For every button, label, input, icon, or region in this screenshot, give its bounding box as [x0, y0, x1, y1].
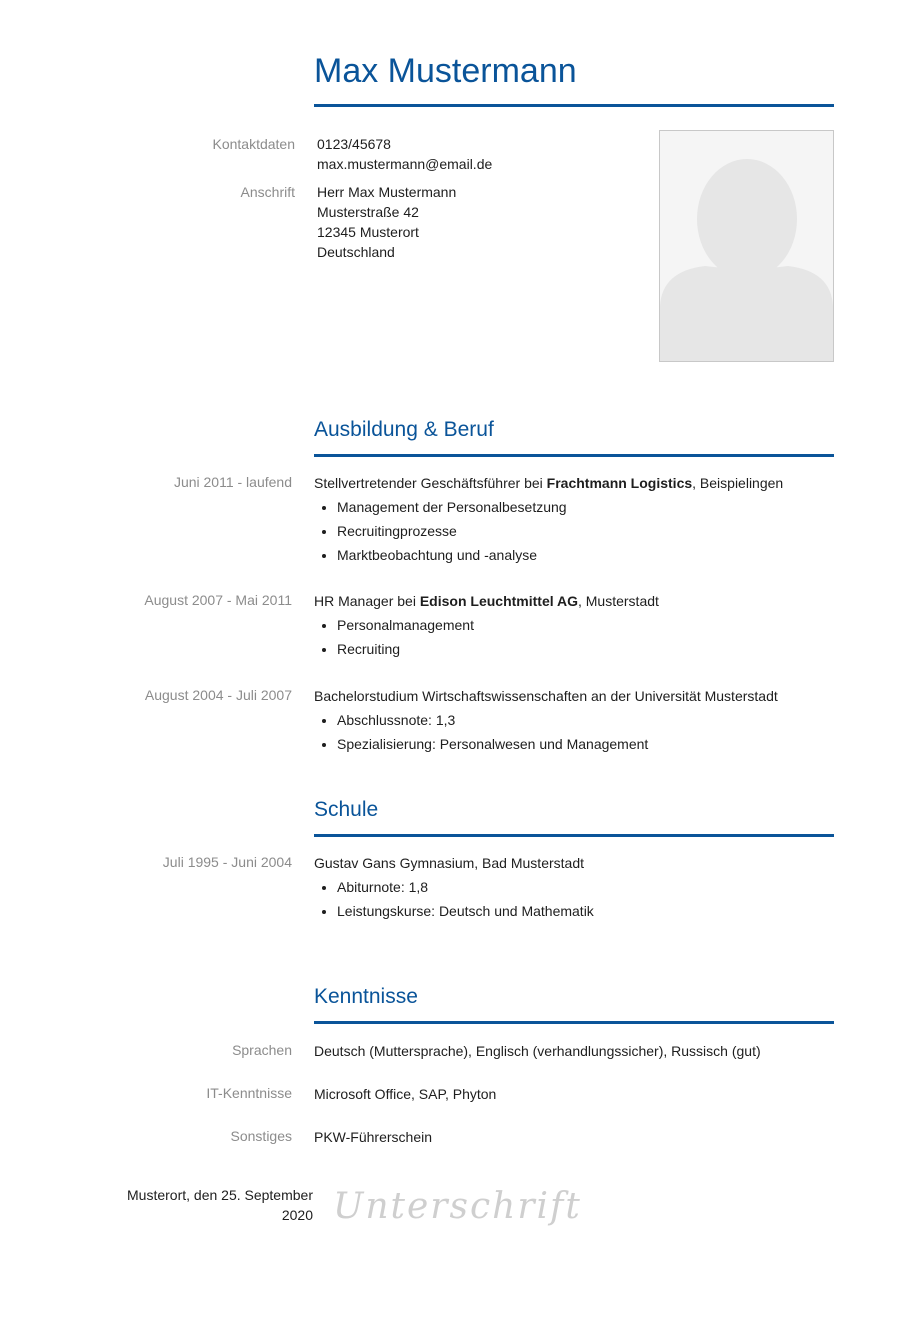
- contact-label: Kontaktdaten: [212, 136, 295, 152]
- list-item: • Leistungskurse: Deutsch und Mathematik: [337, 901, 594, 921]
- section-title-career: Ausbildung & Beruf: [314, 418, 494, 441]
- address-label: Anschrift: [240, 184, 295, 200]
- list-item: • Spezialisierung: Personalwesen und Management: [337, 734, 778, 754]
- address-line: Musterstraße 42: [317, 204, 419, 220]
- place-date-line: 2020: [281, 1207, 313, 1223]
- skill-label: IT-Kenntnisse: [206, 1085, 292, 1101]
- entry-date: Juli 1995 - Juni 2004: [162, 854, 292, 870]
- entry-company: Edison Leuchtmittel AG: [419, 593, 578, 609]
- signature: Unterschrift: [333, 1186, 582, 1227]
- school-entry: [314, 853, 594, 925]
- section-divider: [314, 834, 834, 837]
- entry-bullets: [314, 710, 778, 754]
- skill-value: PKW-Führerschein: [314, 1129, 433, 1145]
- address-line: Herr Max Mustermann: [317, 184, 457, 200]
- skill-label: Sonstiges: [230, 1128, 292, 1144]
- place-date-line: Musterort, den 25. September: [127, 1187, 313, 1203]
- entry-bullets: [314, 615, 659, 659]
- contact-details: [317, 134, 492, 174]
- skill-value: Deutsch (Muttersprache), Englisch (verhandlungssicher), Russisch (gut): [314, 1043, 761, 1059]
- title-divider: [314, 104, 834, 107]
- section-divider: [314, 454, 834, 457]
- entry-heading: Gustav Gans Gymnasium, Bad Musterstadt: [314, 855, 584, 871]
- section-title-skills: Kenntnisse: [314, 985, 418, 1008]
- list-item: • Marktbeobachtung und -analyse: [337, 545, 783, 565]
- entry-date: August 2007 - Mai 2011: [144, 592, 292, 608]
- page-title: Max Mustermann: [314, 52, 577, 90]
- email-address: max.mustermann@email.de: [317, 156, 493, 172]
- entry-location: , Beispielingen: [692, 475, 784, 491]
- section-title-school: Schule: [314, 798, 379, 821]
- section-divider: [314, 1021, 834, 1024]
- skill-value: Microsoft Office, SAP, Phyton: [314, 1086, 497, 1102]
- address-line: Deutschland: [317, 244, 395, 260]
- career-entry: [314, 686, 778, 758]
- list-item: • Abiturnote: 1,8: [337, 877, 594, 897]
- address-block: [317, 182, 456, 262]
- phone-number: 0123/45678: [317, 136, 391, 152]
- list-item: • Management der Personalbesetzung: [337, 497, 783, 517]
- entry-company: Frachtmann Logistics: [546, 475, 693, 491]
- entry-role: HR Manager bei: [314, 593, 420, 609]
- entry-bullets: [314, 497, 783, 565]
- entry-date: August 2004 - Juli 2007: [144, 687, 292, 703]
- entry-date: Juni 2011 - laufend: [173, 474, 292, 490]
- entry-heading: [314, 591, 659, 611]
- list-item: • Abschlussnote: 1,3: [337, 710, 778, 730]
- skill-label: Sprachen: [232, 1042, 292, 1058]
- person-silhouette-icon: [660, 131, 833, 361]
- entry-bullets: [314, 877, 594, 921]
- place-date: [0, 1185, 313, 1225]
- career-entry: [314, 473, 783, 569]
- profile-photo-placeholder: [659, 130, 834, 362]
- entry-heading: [314, 473, 783, 493]
- career-entry: [314, 591, 659, 663]
- list-item: • Personalmanagement: [337, 615, 659, 635]
- list-item: • Recruiting: [337, 639, 659, 659]
- entry-heading: Bachelorstudium Wirtschaftswissenschaften an der Universität Musterstadt: [314, 688, 778, 704]
- entry-location: , Musterstadt: [577, 593, 659, 609]
- address-line: 12345 Musterort: [317, 224, 419, 240]
- list-item: • Recruitingprozesse: [337, 521, 783, 541]
- entry-role: Stellvertretender Geschäftsführer bei: [314, 475, 547, 491]
